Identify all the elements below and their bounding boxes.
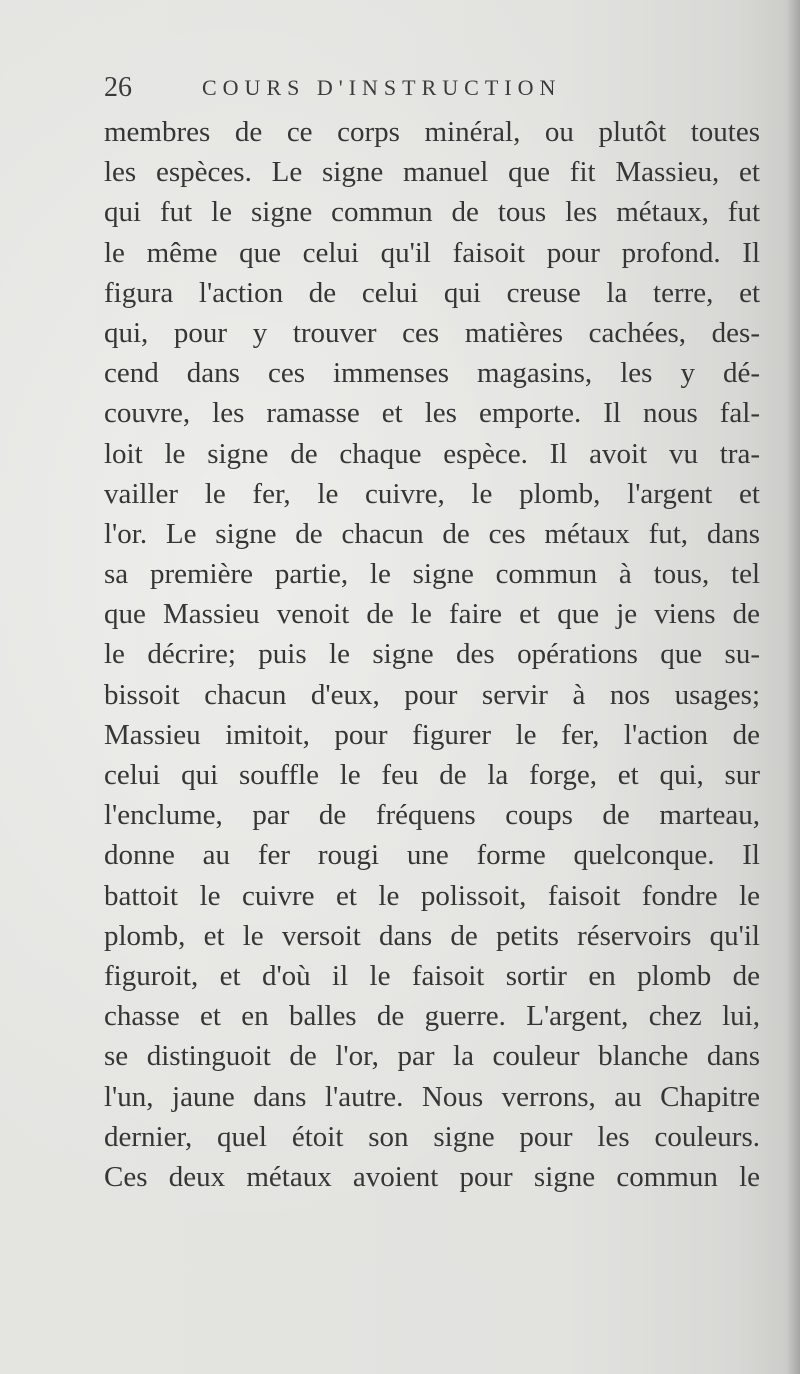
text-line: le même que celui qu'il faisoit pour profond. Il: [104, 236, 760, 269]
text-line: que Massieu venoit de le faire et que je viens de: [104, 598, 760, 631]
text-line: les espèces. Le signe manuel que fit Massieu, et: [104, 156, 760, 189]
text-line: Massieu imitoit, pour figurer le fer, l'action de: [104, 718, 760, 751]
text-line: figuroit, et d'où il le faisoit sortir en plomb de: [104, 959, 760, 992]
text-line: vailler le fer, le cuivre, le plomb, l'argent et: [104, 477, 760, 510]
text-line: dernier, quel étoit son signe pour les couleurs.: [104, 1120, 760, 1153]
text-line: battoit le cuivre et le polissoit, faisoit fondre le: [104, 879, 760, 912]
body-text: [104, 112, 760, 1197]
text-line: cend dans ces immenses magasins, les y dé-: [104, 357, 760, 390]
text-line: qui, pour y trouver ces matières cachées, des-: [104, 316, 760, 349]
text-line: Ces deux métaux avoient pour signe commun le: [104, 1160, 760, 1193]
text-line: bissoit chacun d'eux, pour servir à nos usages;: [104, 678, 760, 711]
page-edge-shadow: [786, 0, 800, 1374]
text-line: sa première partie, le signe commun à tous, tel: [104, 558, 760, 591]
text-line: loit le signe de chaque espèce. Il avoit vu tra-: [104, 437, 760, 470]
text-line: se distinguoit de l'or, par la couleur blanche dans: [104, 1040, 760, 1073]
page-header: [104, 68, 764, 108]
text-line: celui qui souffle le feu de la forge, et qui, sur: [104, 759, 760, 791]
text-line: chasse et en balles de guerre. L'argent, chez lui,: [104, 1000, 760, 1033]
text-line: le décrire; puis le signe des opérations que su-: [104, 638, 760, 671]
text-line: figura l'action de celui qui creuse la terre, et: [104, 276, 760, 309]
text-line: plomb, et le versoit dans de petits réservoirs qu'il: [104, 919, 760, 952]
text-line: l'or. Le signe de chacun de ces métaux fut, dans: [104, 517, 760, 550]
text-line: l'un, jaune dans l'autre. Nous verrons, au Chapitre: [104, 1080, 760, 1113]
text-line: l'enclume, par de fréquens coups de marteau,: [104, 799, 760, 832]
page-number: 26: [104, 72, 132, 103]
running-title: COURS D'INSTRUCTION: [202, 75, 562, 100]
text-line: membres de ce corps minéral, ou plutôt toutes: [104, 116, 760, 148]
text-line: couvre, les ramasse et les emporte. Il nous fal-: [104, 397, 760, 430]
text-line: donne au fer rougi une forme quelconque. Il: [104, 839, 760, 872]
text-line: qui fut le signe commun de tous les métaux, fut: [104, 196, 760, 229]
